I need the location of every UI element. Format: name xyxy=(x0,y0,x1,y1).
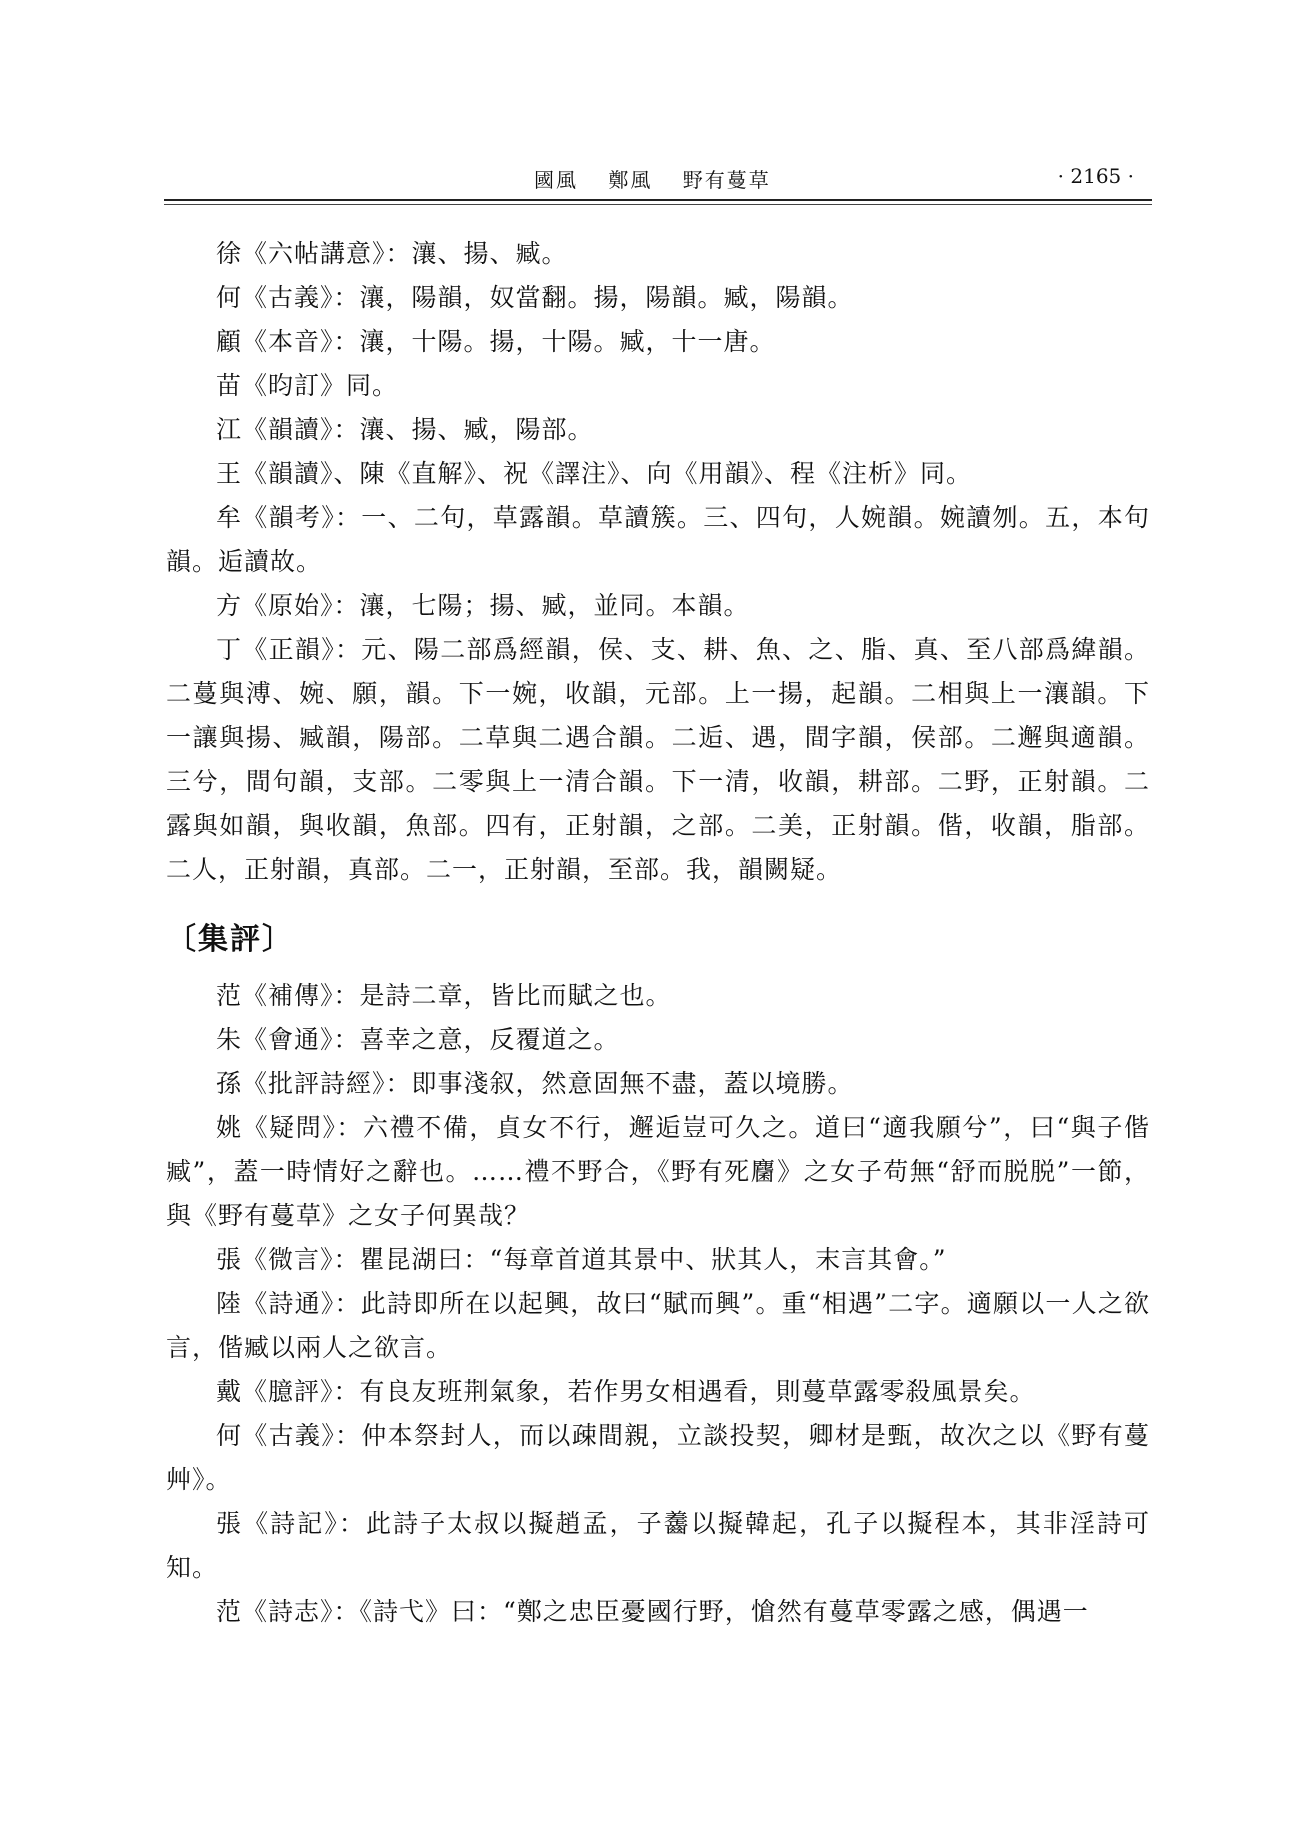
page-number: · 2165 · xyxy=(1057,164,1134,188)
header-title-poem: 野有蔓草 xyxy=(682,168,771,192)
paragraph: 王《韻讀》、陳《直解》、祝《譯注》、向《用韻》、程《注析》同。 xyxy=(216,459,973,488)
paragraph: 孫《批評詩經》：即事淺叙，然意固無不盡，蓋以境勝。 xyxy=(216,1069,854,1098)
paragraph: 姚《疑問》：六禮不備，貞女不行，邂逅豈可久之。道曰“適我願兮”，曰“與子偕臧”，蓋一時情好之辭也。……禮不野合，《野有死麕》之女子苟無“舒而脱脱”一節，與《野有蔓草》之女子何異哉？ xyxy=(166,1113,1150,1230)
paragraph: 陸《詩通》：此詩即所在以起興，故曰“賦而興”。重“相遇”二字。適願以一人之欲言，偕臧以兩人之欲言。 xyxy=(166,1289,1150,1362)
header-rule-thin xyxy=(164,204,1152,205)
header-title-section: 國風 xyxy=(534,168,578,192)
paragraph: 徐《六帖講意》：瀼、揚、臧。 xyxy=(216,239,568,268)
header-rule xyxy=(164,199,1152,201)
paragraph: 苗《昀訂》同。 xyxy=(216,371,399,400)
paragraph: 戴《臆評》：有良友班荆氣象，若作男女相遇看，則蔓草露零殺風景矣。 xyxy=(216,1377,1036,1406)
paragraph: 范《詩志》：《詩弋》曰：“鄭之忠臣憂國行野，愴然有蔓草零露之感，偶遇一 xyxy=(216,1597,1089,1626)
paragraph: 方《原始》：瀼，七陽；揚、臧，並同。本韻。 xyxy=(216,591,750,620)
paragraph: 丁《正韻》：元、陽二部爲經韻，侯、支、耕、魚、之、脂、真、至八部爲緯韻。二蔓與溥、婉、願，韻。下一婉，收韻，元部。上一揚，起韻。二相與上一瀼韻。下一讓與揚、臧韻，陽部。二草與二遇合韻。二逅、遇，間字韻，侯部。二邂與適韻。三兮，間句韻，支部。二零與上一清合韻。下一清，收韻，耕部。二野，正射韻。二露與如韻，與收韻，魚部。四有，正射韻，之部。二美，正射韻。偕，收韻，脂部。二人，正射韻，真部。二一，正射韻，至部。我，韻闕疑。 xyxy=(166,635,1150,884)
running-header xyxy=(164,158,1154,198)
header-title xyxy=(534,164,793,193)
paragraph: 顧《本音》：瀼，十陽。揚，十陽。臧，十一唐。 xyxy=(216,327,776,356)
paragraph: 牟《韻考》：一、二句，草露韻。草讀簇。三、四句，人婉韻。婉讀刎。五，本句韻。逅讀故。 xyxy=(166,503,1150,576)
paragraph: 何《古義》：仲本祭封人，而以疎間親，立談投契，卿材是甄，故次之以《野有蔓艸》。 xyxy=(166,1421,1150,1494)
header-title-subsection: 鄭風 xyxy=(608,168,653,192)
paragraph: 何《古義》：瀼，陽韻，奴當翻。揚，陽韻。臧，陽韻。 xyxy=(216,283,854,312)
section-heading: 〔集評〕 xyxy=(166,922,294,957)
paragraph: 江《韻讀》：瀼、揚、臧，陽部。 xyxy=(216,415,594,444)
paragraph: 朱《會通》：喜幸之意，反覆道之。 xyxy=(216,1025,620,1054)
paragraph: 張《微言》：瞿昆湖曰：“每章首道其景中、狀其人，末言其會。” xyxy=(216,1245,947,1274)
main-text xyxy=(166,232,1150,1634)
paragraph: 范《補傳》：是詩二章，皆比而賦之也。 xyxy=(216,981,672,1010)
paragraph: 張《詩記》：此詩子太叔以擬趙孟，子齹以擬韓起，孔子以擬程本，其非淫詩可知。 xyxy=(166,1509,1150,1582)
